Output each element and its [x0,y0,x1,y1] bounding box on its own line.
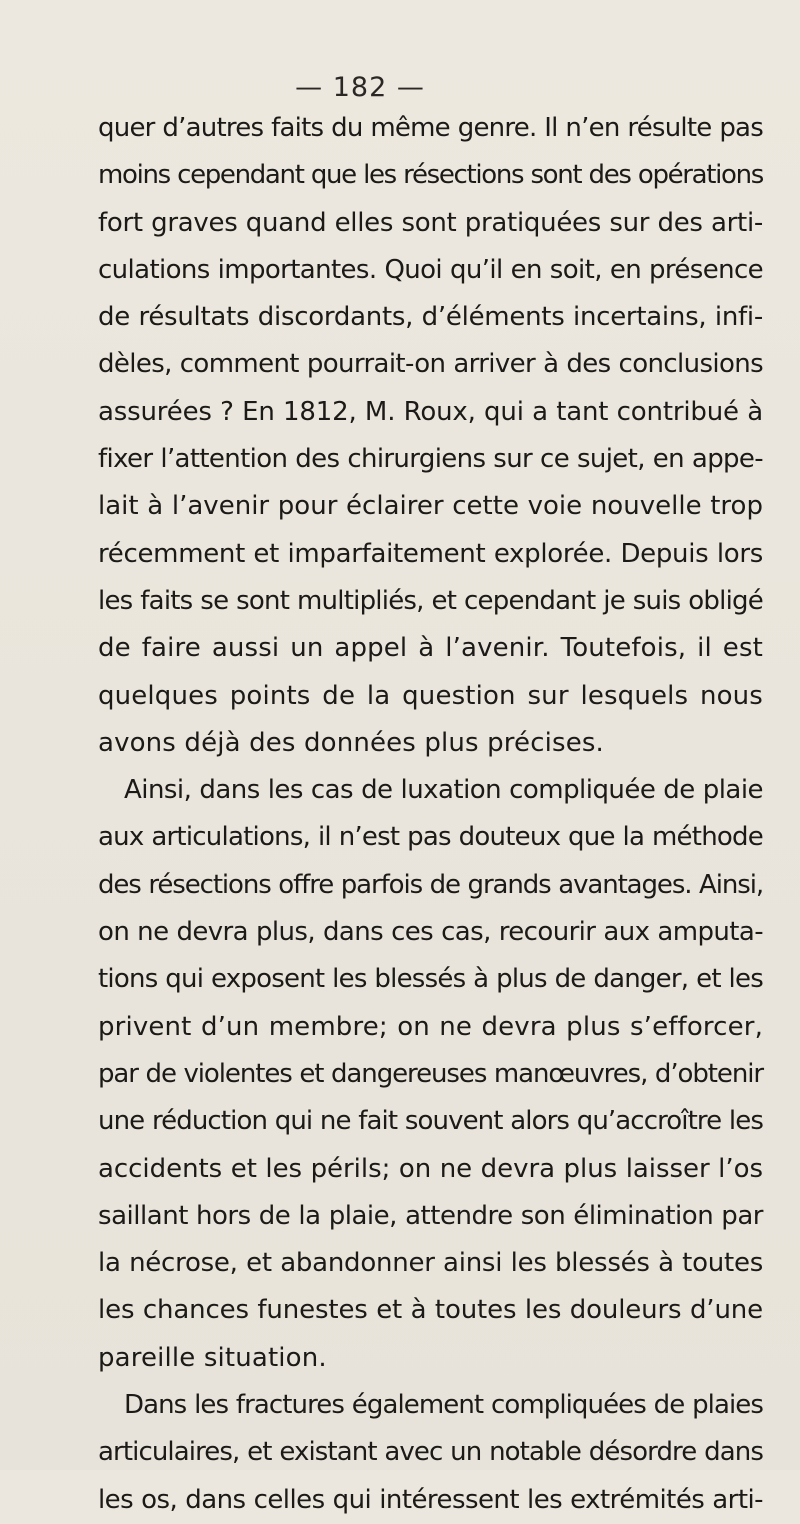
text-line: privent d’un membre; on ne devra plus s’efforcer, [98,1011,763,1042]
text-line: accidents et les périls; on ne devra plus laisser l’os [98,1153,763,1184]
text-line: les faits se sont multipliés, et cependant je suis obligé [98,585,763,616]
text-line: moins cependant que les résections sont des opérations [98,160,763,191]
text-line: lait à l’avenir pour éclairer cette voie nouvelle trop [98,491,763,522]
text-line: articulaires, et existant avec un notable désordre dans [98,1437,763,1468]
text-line: Ainsi, dans les cas de luxation compliquée de plaie [124,775,763,806]
text-line: pareille situation. [98,1342,327,1373]
text-line: récemment et imparfaitement explorée. Depuis lors [98,538,763,569]
body-text [98,105,763,1524]
text-line: saillant hors de la plaie, attendre son élimination par [98,1200,763,1231]
text-line: la nécrose, et abandonner ainsi les blessés à toutes [98,1248,763,1279]
text-line: dèles, comment pourrait-on arriver à des conclusions [98,349,763,380]
text-line: quelques points de la question sur lesquels nous [98,680,763,711]
text-line: de résultats discordants, d’éléments incertains, infi- [98,302,763,333]
text-line: des résections offre parfois de grands avantages. Ainsi, [98,869,763,900]
text-line: les os, dans celles qui intéressent les extrémités arti- [98,1484,763,1515]
text-line: tions qui exposent les blessés à plus de danger, et les [98,964,763,995]
text-line: assurées ? En 1812, M. Roux, qui a tant contribué à [98,396,763,427]
text-line: avons déjà des données plus précises. [98,727,604,758]
text-line: on ne devra plus, dans ces cas, recourir aux amputa- [98,917,763,948]
text-line: culations importantes. Quoi qu’il en soit, en présence [98,254,763,285]
text-line: une réduction qui ne fait souvent alors qu’accroître les [98,1106,763,1137]
text-line: fixer l’attention des chirurgiens sur ce sujet, en appe- [98,444,763,475]
text-line: les chances funestes et à toutes les douleurs d’une [98,1295,763,1326]
page-number: — 182 — [295,72,425,103]
text-line: aux articulations, il n’est pas douteux que la méthode [98,822,763,853]
text-line: fort graves quand elles sont pratiquées sur des arti- [98,207,763,238]
text-line: Dans les fractures également compliquées de plaies [124,1390,763,1421]
text-line: quer d’autres faits du même genre. Il n’en résulte pas [98,113,763,143]
text-line: par de violentes et dangereuses manœuvres, d’obtenir [98,1058,763,1089]
text-line: de faire aussi un appel à l’avenir. Toutefois, il est [98,633,763,664]
